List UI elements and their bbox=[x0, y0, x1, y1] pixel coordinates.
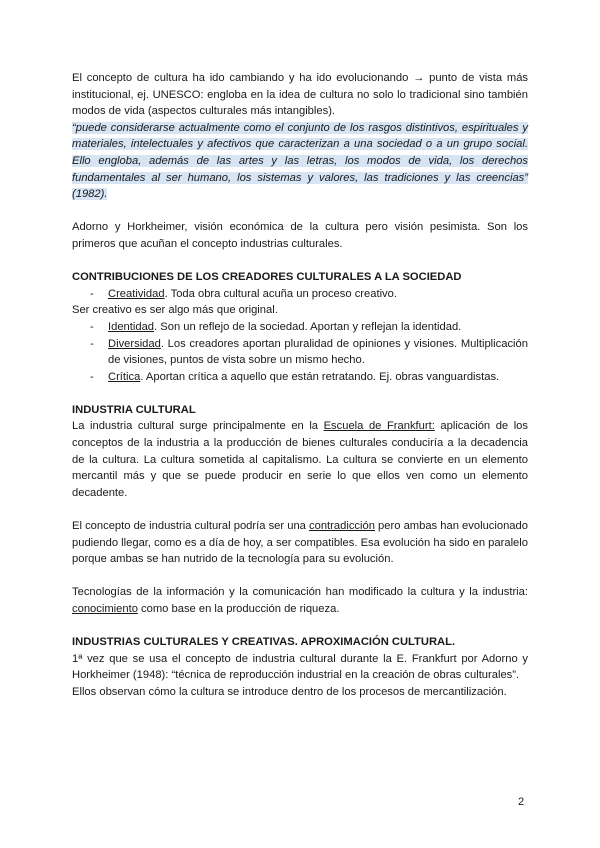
text: aplicación de los conceptos de la industria a la producción de bienes culturales conduciría a la decadencia de la cultura. La cultura sometida al capitalismo. La cultura se convierte en un elemento mercantil más y que se puede producir en serie lo que ellos ven como un elemento decadente. bbox=[72, 420, 528, 499]
term: Identidad bbox=[108, 320, 155, 333]
contribuciones-list bbox=[72, 286, 528, 303]
list-item bbox=[72, 369, 528, 386]
item-text: . Toda obra cultural acuña un proceso creativo. bbox=[164, 287, 397, 300]
unesco-quote bbox=[72, 120, 528, 203]
list-item bbox=[72, 319, 528, 336]
term: Creatividad bbox=[108, 287, 165, 300]
industria-paragraph-3 bbox=[72, 584, 528, 617]
creativo-note: Ser creativo es ser algo más que original. bbox=[72, 304, 278, 317]
page-number: 2 bbox=[518, 796, 525, 808]
list-item bbox=[72, 336, 528, 369]
intro-text-cont: punto de vista más institucional, ej. UNESCO: engloba en la idea de cultura no solo lo tradicional sino también modos de vida (aspectos culturales más intangibles). bbox=[72, 72, 529, 118]
term: Crítica bbox=[108, 370, 141, 383]
industria-paragraph-2 bbox=[72, 518, 528, 568]
arrow-symbol: → bbox=[413, 72, 425, 84]
contribuciones-list-2 bbox=[72, 319, 528, 385]
creativas-paragraph-1: 1ª vez que se usa el concepto de industria cultural durante la E. Frankfurt por Adorno y Horkheimer (1948): “técnica de reproducción industrial en la creación de obras culturales”. bbox=[72, 652, 528, 682]
industria-paragraph-1 bbox=[72, 418, 528, 501]
adorno-paragraph: Adorno y Horkheimer, visión económica de la cultura pero visión pesimista. Son los primeros que acuñan el concepto industrias culturales. bbox=[72, 221, 528, 250]
text: La industria cultural surge principalmente en la bbox=[72, 420, 324, 433]
item-text: . Los creadores aportan pluralidad de opiniones y visiones. Multiplicación de visiones, puntos de vista sobre un mismo hecho. bbox=[108, 337, 528, 367]
intro-paragraph bbox=[72, 70, 528, 120]
text: El concepto de industria cultural podría ser una bbox=[72, 520, 310, 533]
contribuciones-heading: CONTRIBUCIONES DE LOS CREADORES CULTURALES A LA SOCIEDAD bbox=[72, 271, 462, 284]
term: Diversidad bbox=[108, 337, 161, 350]
frankfurt-link: Escuela de Frankfurt: bbox=[323, 420, 435, 433]
contradiccion-term: contradicción bbox=[309, 520, 375, 533]
creativas-paragraph-2: Ellos observan cómo la cultura se introduce dentro de los procesos de mercantilización. bbox=[72, 685, 507, 698]
intro-text: El concepto de cultura ha ido cambiando y ha ido evolucionando bbox=[72, 72, 409, 84]
text: Tecnologías de la información y la comunicación han modificado la cultura y la industria: bbox=[72, 586, 528, 599]
industria-heading: INDUSTRIA CULTURAL bbox=[72, 403, 196, 416]
highlighted-quote: “puede considerarse actualmente como el conjunto de los rasgos distintivos, espirituales y materiales, intelectuales y afectivos que caracterizan a una sociedad o a un grupo social. Ello engloba, además de las artes y las letras, los modos de vida, los derechos fundamentales al ser humano, los sistemas y valores, las tradiciones y las creencias” (1982). bbox=[72, 121, 528, 201]
creativas-heading: INDUSTRIAS CULTURALES Y CREATIVAS. APROXIMACIÓN CULTURAL. bbox=[72, 636, 456, 649]
item-text: . Son un reflejo de la sociedad. Aportan y reflejan la identidad. bbox=[154, 320, 462, 333]
conocimiento-term: conocimiento bbox=[72, 603, 138, 615]
document-page bbox=[72, 70, 528, 701]
item-text: . Aportan crítica a aquello que están retratando. Ej. obras vanguardistas. bbox=[140, 370, 500, 383]
text: pero ambas han evolucionado pudiendo llegar, como es a día de hoy, a ser compatibles. Esa evolución ha sido en paralelo porque ambas se han nutrido de la tecnología para su evolución. bbox=[72, 520, 528, 566]
text: como base en la producción de riqueza. bbox=[137, 603, 340, 615]
list-item bbox=[72, 286, 528, 303]
